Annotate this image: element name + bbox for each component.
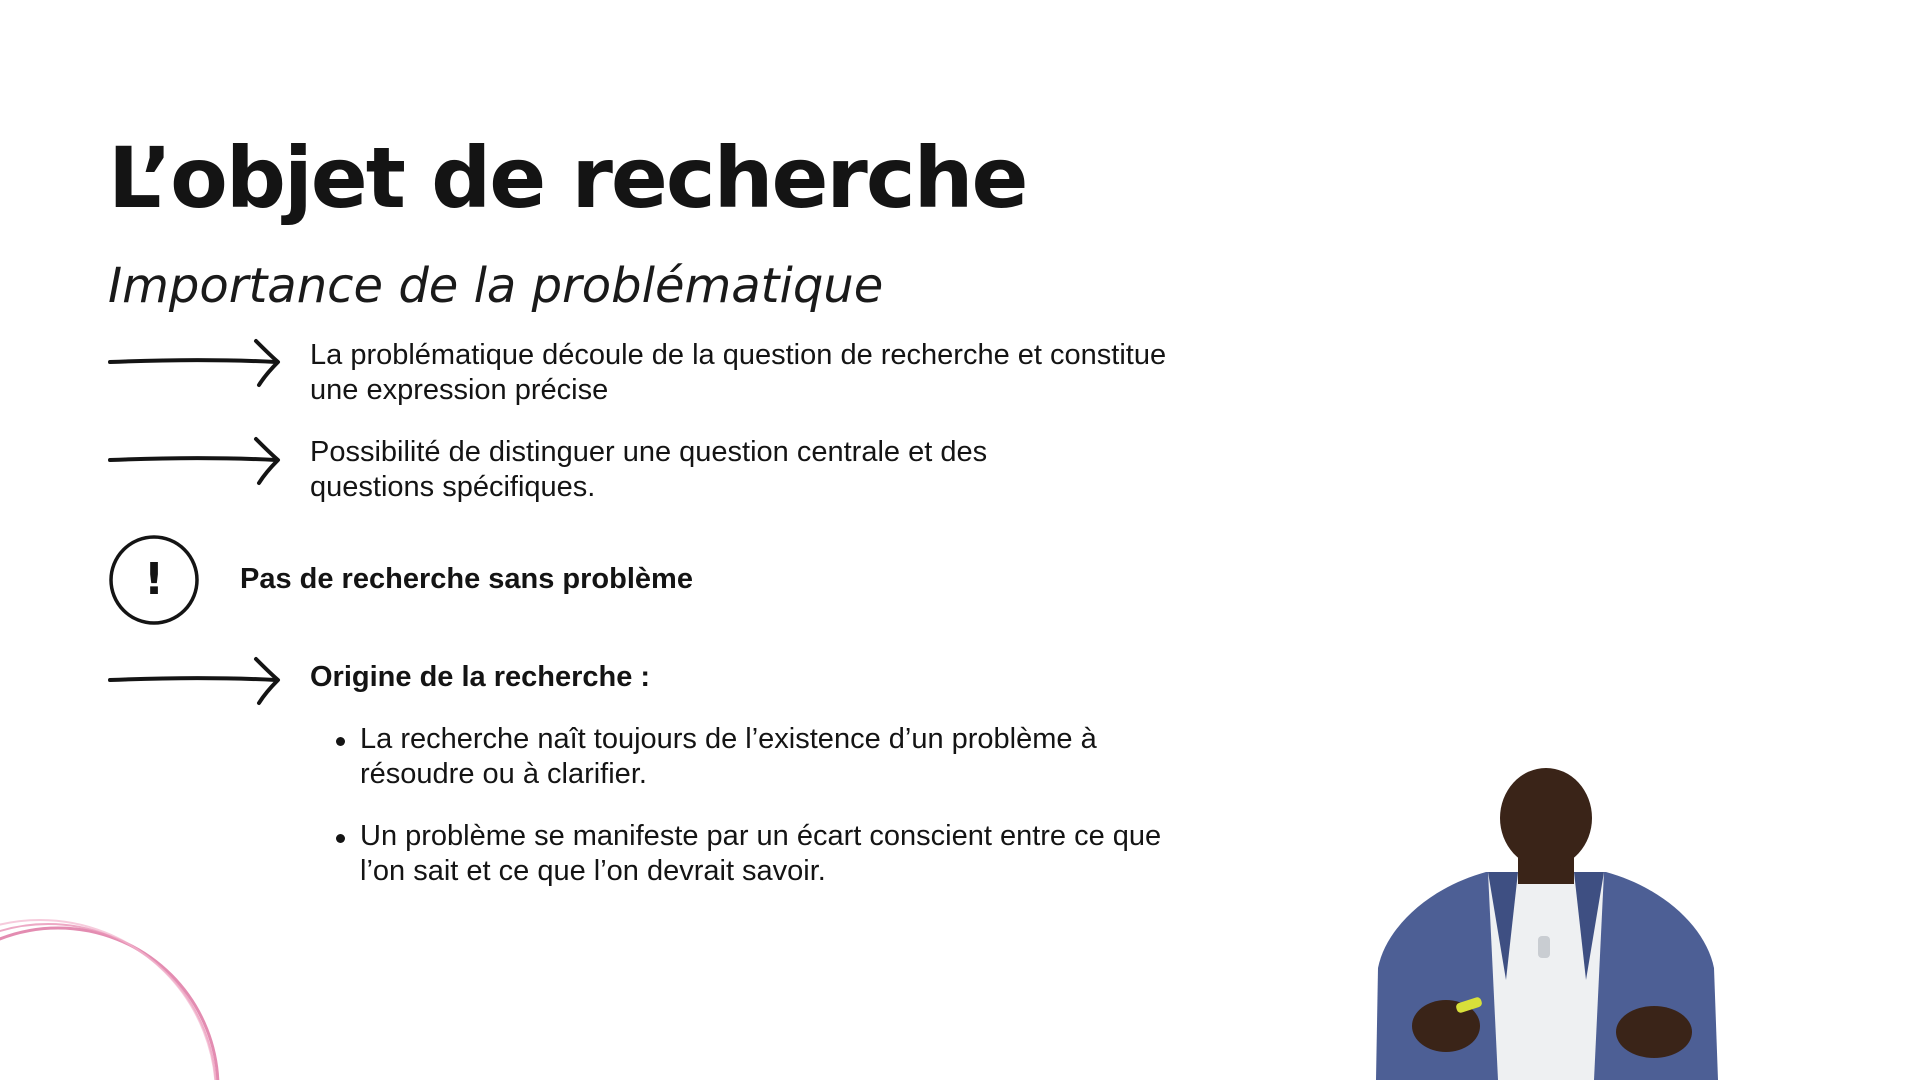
bullet-dot-icon bbox=[336, 834, 345, 843]
exclamation-circle-icon bbox=[108, 534, 200, 626]
slide-title: L’objet de recherche bbox=[108, 129, 1027, 227]
origin-bullet-list bbox=[330, 722, 1190, 916]
arrow-right-icon bbox=[108, 332, 283, 392]
list-item-text: Un problème se manifeste par un écart conscient entre ce que l’on sait et ce que l’on devrait savoir. bbox=[360, 820, 1162, 887]
bullet-dot-icon bbox=[336, 737, 345, 746]
origin-heading: Origine de la recherche : bbox=[310, 661, 651, 693]
point-text: Possibilité de distinguer une question centrale et des questions spécifiques. bbox=[310, 436, 988, 503]
decorative-circles bbox=[0, 870, 240, 1080]
slide-subtitle: Importance de la problématique bbox=[108, 258, 884, 314]
arrow-right-icon bbox=[108, 650, 283, 710]
list-item bbox=[330, 819, 1190, 889]
alert-text: Pas de recherche sans problème bbox=[240, 563, 693, 595]
arrow-right-icon bbox=[108, 430, 283, 490]
list-item-text: La recherche naît toujours de l’existence d’un problème à résoudre ou à clarifier. bbox=[360, 723, 1097, 790]
list-item bbox=[330, 722, 1190, 792]
alert-symbol: ! bbox=[143, 554, 165, 605]
point-text: La problématique découle de la question de recherche et constitue une expression précise bbox=[310, 339, 1167, 406]
presenter-video bbox=[1368, 768, 1724, 1080]
